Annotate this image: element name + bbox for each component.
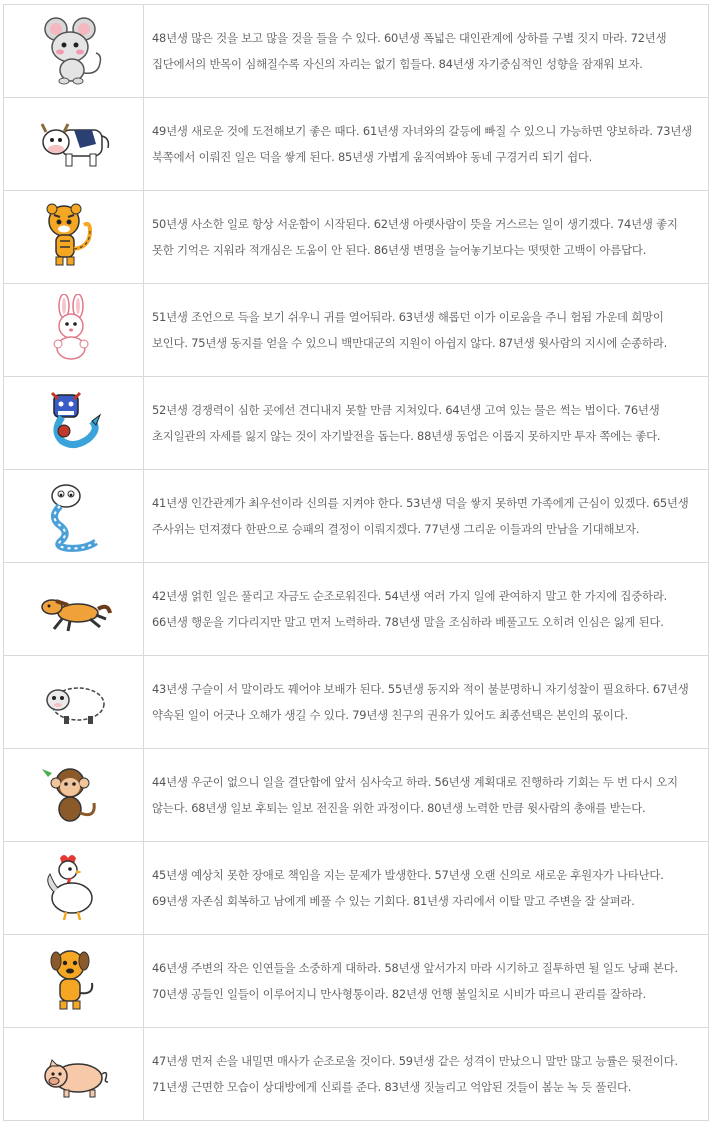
table-row: [4, 656, 709, 749]
fortune-text: 41년생 인간관계가 최우선이라 신의를 지켜야 한다. 53년생 덕을 쌓지 못하면 가족에게 근심이 있겠다. 65년생 주사위는 던져졌다 한판으로 승패의 결정이 이뤄지겠다. 77년생 그리운 이들과의 만남을 기대해보자.: [144, 470, 709, 563]
rat-icon: [34, 15, 114, 87]
animal-cell: [4, 284, 144, 377]
rabbit-icon: [34, 294, 114, 366]
fortune-text: 46년생 주변의 작은 인연들을 소중하게 대하라. 58년생 앞서가지 마라 시기하고 질투하면 될 일도 낭패 본다. 70년생 공들인 일들이 이루어지니 만사형통이라. 82년생 언행 불일치로 시비가 따르니 관리를 잘하라.: [144, 935, 709, 1028]
animal-cell: [4, 98, 144, 191]
animal-cell: [4, 191, 144, 284]
horse-icon: [34, 573, 114, 645]
fortune-table: [3, 4, 709, 1121]
rooster-icon: [34, 852, 114, 924]
fortune-text: 49년생 새로운 것에 도전해보기 좋은 때다. 61년생 자녀와의 갈등에 빠질 수 있으니 가능하면 양보하라. 73년생 북쪽에서 이뤄진 일은 덕을 쌓게 된다. 85년생 가볍게 움직여봐야 동네 구경거리 되기 쉽다.: [144, 98, 709, 191]
fortune-text: 48년생 많은 것을 보고 많을 것을 들을 수 있다. 60년생 폭넓은 대인관계에 상하를 구별 짓지 마라. 72년생 집단에서의 반목이 심해질수록 자신의 자리는 없기 힘들다. 84년생 자기중심적인 성향을 잠재워 보자.: [144, 5, 709, 98]
table-row: [4, 935, 709, 1028]
table-row: [4, 1028, 709, 1121]
table-row: [4, 563, 709, 656]
animal-cell: [4, 5, 144, 98]
animal-cell: [4, 377, 144, 470]
table-row: [4, 749, 709, 842]
fortune-text: 45년생 예상치 못한 장애로 책임을 지는 문제가 발생한다. 57년생 오랜 신의로 새로운 후원자가 나타난다. 69년생 자존심 회복하고 남에게 베풀 수 있는 기회다. 81년생 자리에서 이탈 말고 주변을 잘 살펴라.: [144, 842, 709, 935]
dragon-icon: [34, 387, 114, 459]
table-row: [4, 470, 709, 563]
animal-cell: [4, 656, 144, 749]
table-row: [4, 842, 709, 935]
table-row: [4, 191, 709, 284]
table-row: [4, 98, 709, 191]
table-row: [4, 377, 709, 470]
fortune-text: 51년생 조언으로 득을 보기 쉬우니 귀를 열어둬라. 63년생 해롭던 이가 이로움을 주니 험됨 가운데 희망이 보인다. 75년생 동지를 얻을 수 있으니 백만대군의 지원이 아쉽지 않다. 87년생 윗사람의 지시에 순종하라.: [144, 284, 709, 377]
pig-icon: [34, 1038, 114, 1110]
animal-cell: [4, 842, 144, 935]
animal-cell: [4, 749, 144, 842]
fortune-text: 43년생 구슬이 서 말이라도 꿰어야 보배가 된다. 55년생 동지와 적이 불분명하니 자기성찰이 필요하다. 67년생 약속된 일이 어긋나 오해가 생길 수 있다. 79년생 친구의 권유가 있어도 최종선택은 본인의 몫이다.: [144, 656, 709, 749]
animal-cell: [4, 935, 144, 1028]
animal-cell: [4, 1028, 144, 1121]
monkey-icon: [34, 759, 114, 831]
dog-icon: [34, 945, 114, 1017]
animal-cell: [4, 470, 144, 563]
animal-cell: [4, 563, 144, 656]
fortune-text: 44년생 우군이 없으니 일을 결단함에 앞서 심사숙고 하라. 56년생 계획대로 진행하라 기회는 두 번 다시 오지 않는다. 68년생 일보 후퇴는 일보 전진을 위한 과정이다. 80년생 노력한 만큼 윗사람의 총애를 받는다.: [144, 749, 709, 842]
table-row: [4, 5, 709, 98]
tiger-icon: [34, 201, 114, 273]
ox-icon: [34, 108, 114, 180]
table-row: [4, 284, 709, 377]
fortune-text: 50년생 사소한 일로 항상 서운함이 시작된다. 62년생 아랫사람이 뜻을 거스르는 일이 생기겠다. 74년생 좋지 못한 기억은 지워라 적개심은 도움이 안 된다. 86년생 변명을 늘어놓기보다는 떳떳한 고백이 아름답다.: [144, 191, 709, 284]
fortune-text: 52년생 경쟁력이 심한 곳에선 견디내지 못할 만큼 지쳐있다. 64년생 고여 있는 물은 썩는 법이다. 76년생 초지일관의 자세를 잃지 않는 것이 자기발전을 돕는다. 88년생 동업은 이롭지 못하지만 투자 쪽에는 좋다.: [144, 377, 709, 470]
sheep-icon: [34, 666, 114, 738]
fortune-text: 42년생 얽힌 일은 풀리고 자금도 순조로워진다. 54년생 여러 가지 일에 관여하지 말고 한 가지에 집중하라. 66년생 행운을 기다리지만 말고 먼저 노력하라. 78년생 말을 조심하라 베풀고도 오히려 인심은 잃게 된다.: [144, 563, 709, 656]
fortune-text: 47년생 먼저 손을 내밀면 매사가 순조로울 것이다. 59년생 같은 성격이 만났으니 말만 많고 능률은 뒷전이다. 71년생 근면한 모습이 상대방에게 신뢰를 준다. 83년생 짓눌리고 억압된 것들이 봄눈 녹 듯 풀린다.: [144, 1028, 709, 1121]
snake-icon: [34, 480, 114, 552]
